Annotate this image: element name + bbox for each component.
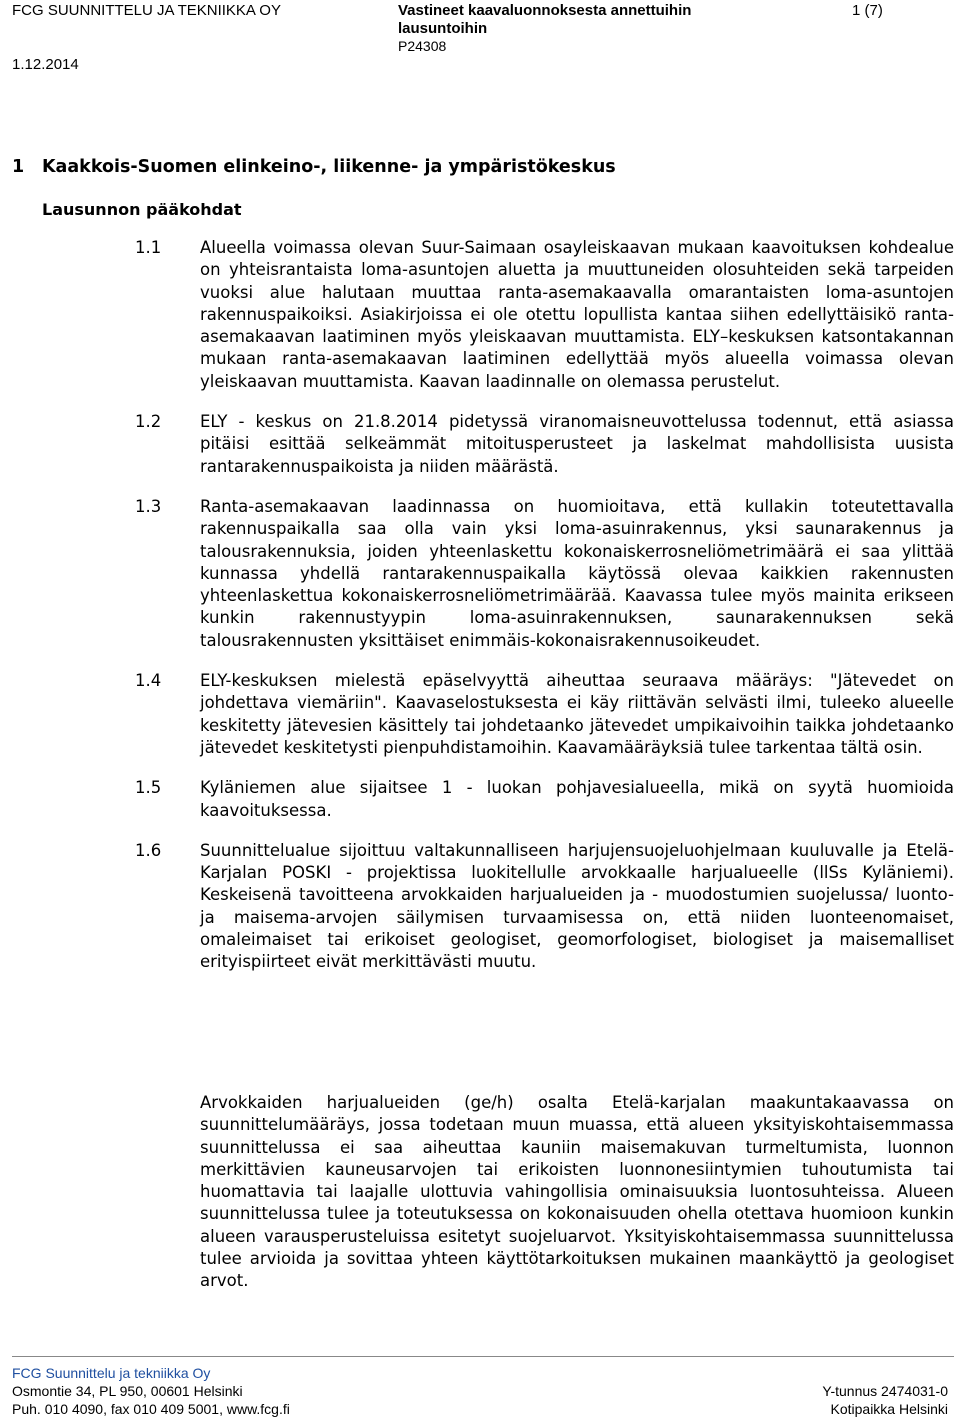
- item-number: 1.4: [135, 671, 162, 691]
- subheading: Lausunnon pääkohdat: [42, 200, 242, 219]
- section-title: Kaakkois-Suomen elinkeino-, liikenne- ja ympäristökeskus: [42, 157, 616, 177]
- item-text: Kyläniemen alue sijaitsee 1 - luokan pohjavesialueella, mikä on syytä huomioida kaavoituksessa.: [200, 778, 954, 820]
- list-item: [12, 840, 954, 974]
- item-text: ELY - keskus on 21.8.2014 pidetyssä viranomaisneuvottelussa todennut, että asiassa pitäisi esittää selkeämmät mitoitusperusteet ja laskelmat mahdollisista uusista rantarakennuspaikoista ja niiden määrästä.: [200, 412, 954, 476]
- item-text: Alueella voimassa olevan Suur-Saimaan osayleiskaavan mukaan kaavoituksen kohdealue on yhteisrantaista loma-asuntojen aluetta ja muuttuneiden olosuhteiden sekä tarpeiden vuoksi alue halutaan muuttaa ranta-asemakaavalla omarantaisten loma-asuntojen rakennuspaikoiksi. Asiakirjoissa ei ole otettu lopullista kantaa siihen edellyttäisikö ranta-asemakaavan laatiminen myös yleiskaavan muuttamista. ELY–keskuksen katsontakannan mukaan ranta-asemakaavan laatiminen edellyttää myös alueella voimassa olevan yleiskaavan muuttamista. Kaavan laadinnalle on olemassa perustelut.: [200, 238, 954, 391]
- page-footer: [12, 1364, 948, 1418]
- item-number: 1.6: [135, 840, 162, 860]
- list-item: [12, 411, 954, 478]
- item-number: 1.2: [135, 412, 162, 432]
- footer-phone: Puh. 010 4090, fax 010 409 5001, www.fcg.fi: [12, 1401, 290, 1417]
- header-date: 1.12.2014: [12, 56, 79, 73]
- footer-company: FCG Suunnittelu ja tekniikka Oy: [12, 1365, 211, 1381]
- header-page-number: 1 (7): [852, 2, 883, 19]
- numbered-items: [12, 237, 954, 992]
- footer-address: Osmontie 34, PL 950, 00601 Helsinki: [12, 1383, 243, 1399]
- footer-row: [12, 1400, 948, 1418]
- list-item: [12, 670, 954, 759]
- footer-kotipaikka: Kotipaikka Helsinki: [830, 1401, 948, 1417]
- item-number: 1.1: [135, 238, 162, 257]
- header-project-code: P24308: [398, 38, 447, 54]
- header-company: FCG SUUNNITTELU JA TEKNIIKKA OY: [12, 2, 281, 19]
- item-number: 1.5: [135, 778, 162, 798]
- page-header: [0, 0, 960, 80]
- footer-ytunnus: Y-tunnus 2474031-0: [822, 1383, 948, 1399]
- body-paragraph: Arvokkaiden harjualueiden (ge/h) osalta Etelä-karjalan maakuntakaavassa on suunnittelumääräys, jossa todetaan muun muassa, että alueen yksityiskohtaisemmassa suunnittelussa ei saa aiheuttaa kauniin maisemakuvan turmeltumista, luonnon merkittävien kauneusarvojen tai erikoisten luonnonesiintymien tuhoutumista tai huomattavia tai laajalle ulottuvia vahingollisia ominaisuuksia luontosuhteissa. Alueen suunnittelussa tulee ja toteutuksessa on kokonaisuuden ohella otettava huomioon kunkin alueen varausperusteluissa esitetyt suojeluarvot. Yksityiskohtaisemmassa suunnittelussa tulee arvioida ja sovittaa yhteen käyttötarkoituksen mukainen maankäyttö ja geologiset arvot.: [200, 1093, 954, 1291]
- section-heading: [12, 157, 616, 177]
- footer-row: [12, 1382, 948, 1400]
- section-number: 1: [12, 157, 25, 177]
- item-number: 1.3: [135, 496, 162, 516]
- item-text: Suunnittelualue sijoittuu valtakunnalliseen harjujensuojeluohjelmaan kuuluvalle ja Etelä-Karjalan POSKI - projektissa luokitellulle arvokkaalle harjualueelle (llSs Kyläniemi). Keskeisenä tavoitteena arvokkaiden harjualueiden ja - muodostumien suojelussa/ luonto- ja maisema-arvojen säilymisen turvaamisessa on, että niiden luonteenomaiset, omaleimaiset tai erikoiset geologiset, geomorfologiset, biologiset ja maisemalliset erityispiirteet eivät merkittävästi muutu.: [200, 840, 954, 972]
- footer-divider: [12, 1356, 954, 1357]
- item-text: Ranta-asemakaavan laadinnassa on huomioitava, että kullakin toteutettavalla rakennuspaikalla saa olla vain yksi loma-asuinrakennus, yksi saunarakennus ja talousrakennuksia, joiden yhteenlaskettu kokonaiskerrosneliömetrimäärä ei saa ylittää kunnassa yhdellä rantarakennuspaikalla käytössä olevaa kaikkien rakennusten yhteenlaskettua kokonaiskerrosneliömetrimäärää. Kaavassa tulee myös mainita erikseen kunkin rakennustyypin loma-asuinrakennuksen, saunarakennuksen sekä talousrakennusten yksittäiset enimmäis-kokonaisrakennusoikeudet.: [200, 496, 954, 650]
- list-item: [12, 237, 954, 393]
- list-item: [12, 496, 954, 652]
- item-text: ELY-keskuksen mielestä epäselvyyttä aiheuttaa seuraava määräys: "Jätevedet on johdettava viemäriin". Kaavaselostuksesta ei käy riittävän selvästi ilmi, tuleeko alueelle keskitetty jätevesien käsittely tai johdetaanko jätevedet umpikaivoihin taikka johdetaanko jätevedet keskitetysti pienpuhdistamoihin. Kaavamääräyksiä tulee tarkentaa tältä osin.: [200, 671, 954, 757]
- header-document-title: Vastineet kaavaluonnoksesta annettuihin lausuntoihin: [398, 2, 692, 37]
- list-item: [12, 777, 954, 822]
